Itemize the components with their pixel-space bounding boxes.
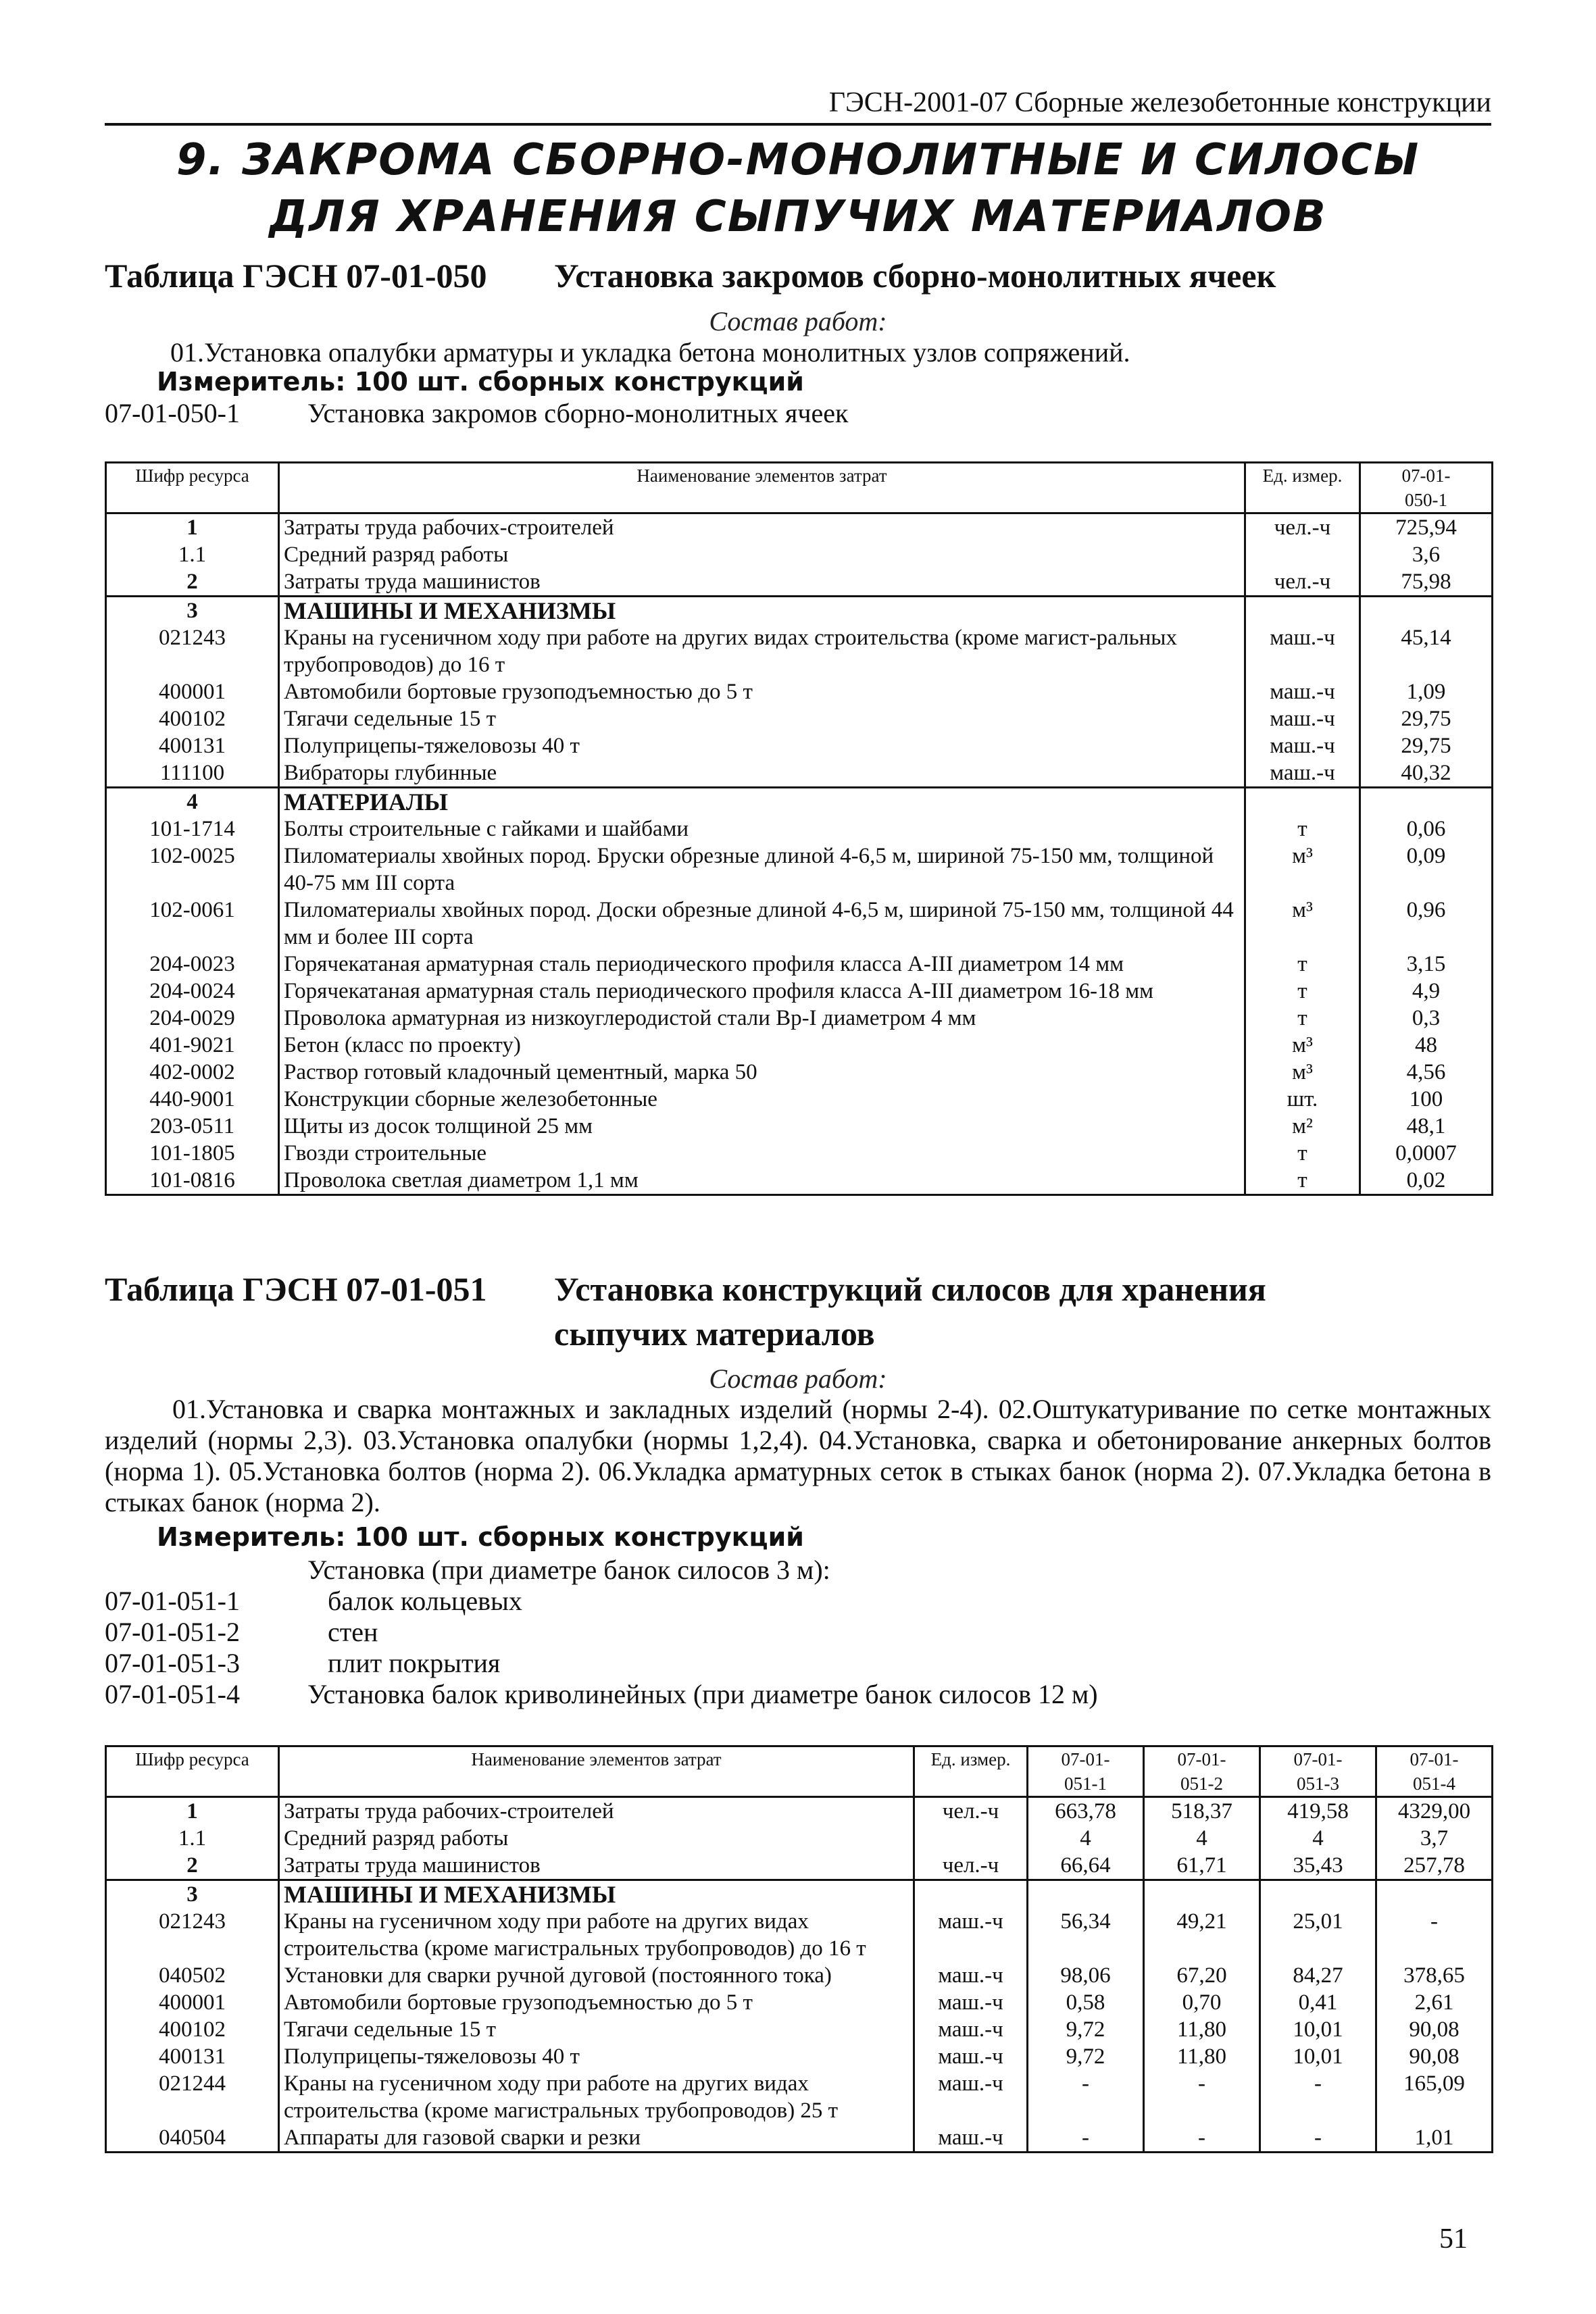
- table2-header-row: [106, 1746, 1493, 1797]
- resource-unit: т: [1245, 978, 1360, 1005]
- header-code: Шифр ресурса: [106, 1746, 279, 1797]
- resource-unit: м³: [1245, 842, 1360, 897]
- table1: [105, 461, 1493, 1196]
- resource-value: 3,15: [1360, 951, 1493, 978]
- resource-unit: [914, 1880, 1028, 1909]
- resource-value: -: [1260, 2124, 1376, 2153]
- resource-code: 2: [106, 1852, 279, 1880]
- header-unit: Ед. измер.: [914, 1746, 1028, 1797]
- resource-value: 0,41: [1260, 1989, 1376, 2016]
- resource-code: 101-1805: [106, 1140, 279, 1167]
- norm-name: балок кольцевых: [328, 1586, 522, 1616]
- resource-value: 10,01: [1260, 2043, 1376, 2070]
- resource-code: 401-9021: [106, 1032, 279, 1059]
- resource-code: 102-0025: [106, 842, 279, 897]
- resource-name: Пиломатериалы хвойных пород. Бруски обрезные длиной 4-6,5 м, шириной 75-150 мм, толщиной 40-75 мм III сорта: [279, 842, 1245, 897]
- table-row: [106, 815, 1493, 842]
- resource-name: МАШИНЫ И МЕХАНИЗМЫ: [279, 1880, 914, 1909]
- header-col-4: 07-01- 051-4: [1376, 1746, 1493, 1797]
- header-col-2: 07-01- 051-2: [1144, 1746, 1260, 1797]
- table2-works-paragraph: 01.Установка и сварка монтажных и закладных изделий (нормы 2-4). 02.Оштукатуривание по сетке монтажных изделий (нормы 2,3). 03.Установка опалубки (нормы 1,2,4). 04.Установка, сварка и обетонирование анкерных болтов (норма 1). 05.Установка болтов (норма 2). 06.Укладка арматурных сеток в стыках банок (норма 2). 07.Укладка бетона в стыках банок (норма 2).: [105, 1394, 1491, 1517]
- resource-name: МАШИНЫ И МЕХАНИЗМЫ: [279, 597, 1245, 625]
- table-row: [106, 1086, 1493, 1113]
- resource-name: Установки для сварки ручной дуговой (постоянного тока): [279, 1962, 914, 1989]
- resource-value: 257,78: [1376, 1852, 1493, 1880]
- resource-value: 0,70: [1144, 1989, 1260, 2016]
- resource-unit: маш.-ч: [914, 2070, 1028, 2124]
- table-row: [106, 1962, 1493, 1989]
- table-row: [106, 1005, 1493, 1032]
- norm-code: 07-01-051-4: [105, 1679, 240, 1709]
- resource-value: 0,06: [1360, 815, 1493, 842]
- resource-value: 29,75: [1360, 705, 1493, 732]
- header-name: Наименование элементов затрат: [279, 463, 1245, 513]
- chapter-title-line2: ДЛЯ ХРАНЕНИЯ СЫПУЧИХ МАТЕРИАЛОВ: [269, 192, 1327, 242]
- norm-name: плит покрытия: [328, 1648, 501, 1678]
- table1-works-text: 01.Установка опалубки арматуры и укладка бетона монолитных узлов сопряжений.: [170, 337, 1130, 368]
- resource-code: 440-9001: [106, 1086, 279, 1113]
- resource-value: 2,61: [1376, 1989, 1493, 2016]
- resource-name: Пиломатериалы хвойных пород. Доски обрезные длиной 4-6,5 м, шириной 75-150 мм, толщиной 44 мм и более III сорта: [279, 897, 1245, 951]
- resource-value: 518,37: [1144, 1797, 1260, 1826]
- resource-code: 102-0061: [106, 897, 279, 951]
- resource-unit: маш.-ч: [1245, 759, 1360, 788]
- resource-name: Болты строительные с гайками и шайбами: [279, 815, 1245, 842]
- table-row: [106, 1880, 1493, 1909]
- resource-code: 204-0023: [106, 951, 279, 978]
- resource-unit: чел.-ч: [1245, 568, 1360, 597]
- table-row: [106, 842, 1493, 897]
- resource-name: Затраты труда рабочих-строителей: [279, 1797, 914, 1826]
- resource-code: 2: [106, 568, 279, 597]
- resource-value: 3,7: [1376, 1825, 1493, 1852]
- header-col-1: 07-01- 051-1: [1028, 1746, 1144, 1797]
- resource-unit: т: [1245, 1005, 1360, 1032]
- resource-unit: чел.-ч: [914, 1797, 1028, 1826]
- table-row: [106, 2070, 1493, 2124]
- table-row: [106, 568, 1493, 597]
- resource-code: 1.1: [106, 1825, 279, 1852]
- resource-unit: маш.-ч: [914, 1962, 1028, 1989]
- resource-name: Конструкции сборные железобетонные: [279, 1086, 1245, 1113]
- resource-code: 021244: [106, 2070, 279, 2124]
- resource-unit: м³: [1245, 1059, 1360, 1086]
- resource-value: 4,56: [1360, 1059, 1493, 1086]
- table2-works-label: Состав работ:: [709, 1363, 887, 1394]
- resource-code: 204-0024: [106, 978, 279, 1005]
- resource-value: [1360, 597, 1493, 625]
- resource-unit: чел.-ч: [1245, 513, 1360, 542]
- resource-name: Затраты труда машинистов: [279, 568, 1245, 597]
- resource-code: 101-1714: [106, 815, 279, 842]
- resource-value: 0,58: [1028, 1989, 1144, 2016]
- resource-value: 1,01: [1376, 2124, 1493, 2153]
- resource-value: 98,06: [1028, 1962, 1144, 1989]
- table-row: [106, 1167, 1493, 1195]
- resource-value: 45,14: [1360, 624, 1493, 678]
- resource-value: 11,80: [1144, 2043, 1260, 2070]
- table-row: [106, 1852, 1493, 1880]
- resource-name: Автомобили бортовые грузоподъемностью до 5 т: [279, 1989, 914, 2016]
- resource-code: 040502: [106, 1962, 279, 1989]
- resource-code: 101-0816: [106, 1167, 279, 1195]
- resource-name: Средний разряд работы: [279, 1825, 914, 1852]
- resource-value: 0,96: [1360, 897, 1493, 951]
- resource-unit: маш.-ч: [914, 2016, 1028, 2043]
- resource-code: 1: [106, 513, 279, 542]
- resource-name: Полуприцепы-тяжеловозы 40 т: [279, 732, 1245, 759]
- resource-value: -: [1260, 2070, 1376, 2124]
- resource-value: 663,78: [1028, 1797, 1144, 1826]
- table-row: [106, 541, 1493, 568]
- table1-measurer: Измеритель: 100 шт. сборных конструкций: [157, 367, 804, 397]
- resource-code: 021243: [106, 1908, 279, 1962]
- resource-name: Горячекатаная арматурная сталь периодического профиля класса А-III диаметром 16-18 мм: [279, 978, 1245, 1005]
- resource-value: 165,09: [1376, 2070, 1493, 2124]
- resource-value: 4: [1028, 1825, 1144, 1852]
- resource-value: 61,71: [1144, 1852, 1260, 1880]
- resource-unit: т: [1245, 1140, 1360, 1167]
- resource-value: 40,32: [1360, 759, 1493, 788]
- resource-unit: маш.-ч: [1245, 732, 1360, 759]
- resource-unit: т: [1245, 815, 1360, 842]
- resource-unit: маш.-ч: [914, 2043, 1028, 2070]
- resource-name: Проволока светлая диаметром 1,1 мм: [279, 1167, 1245, 1195]
- resource-value: -: [1028, 2070, 1144, 2124]
- table-row: [106, 705, 1493, 732]
- resource-value: 48: [1360, 1032, 1493, 1059]
- table-row: [106, 1989, 1493, 2016]
- resource-value: 67,20: [1144, 1962, 1260, 1989]
- table-row: [106, 759, 1493, 788]
- table-row: [106, 978, 1493, 1005]
- resource-code: 400131: [106, 2043, 279, 2070]
- resource-unit: [1245, 788, 1360, 816]
- resource-value: 90,08: [1376, 2043, 1493, 2070]
- resource-name: Раствор готовый кладочный цементный, марка 50: [279, 1059, 1245, 1086]
- resource-value: -: [1144, 2070, 1260, 2124]
- norm-name: Установка балок криволинейных (при диаметре банок силосов 12 м): [307, 1679, 1098, 1709]
- table-row: [106, 1908, 1493, 1962]
- resource-value: 29,75: [1360, 732, 1493, 759]
- resource-unit: чел.-ч: [914, 1852, 1028, 1880]
- resource-code: 400102: [106, 705, 279, 732]
- resource-unit: [914, 1825, 1028, 1852]
- table-row: [106, 897, 1493, 951]
- table-row: [106, 788, 1493, 816]
- resource-code: 021243: [106, 624, 279, 678]
- resource-value: [1360, 788, 1493, 816]
- chapter-title-line1: 9. ЗАКРОМА СБОРНО-МОНОЛИТНЫЕ И СИЛОСЫ: [176, 135, 1420, 185]
- resource-name: Автомобили бортовые грузоподъемностью до 5 т: [279, 678, 1245, 705]
- resource-name: Тягачи седельные 15 т: [279, 705, 1245, 732]
- header-col: 07-01- 050-1: [1360, 463, 1493, 513]
- norm-name: стен: [328, 1617, 378, 1647]
- resource-value: 66,64: [1028, 1852, 1144, 1880]
- resource-value: 4,9: [1360, 978, 1493, 1005]
- table-row: [106, 732, 1493, 759]
- resource-unit: т: [1245, 1167, 1360, 1195]
- table-row: [106, 1825, 1493, 1852]
- resource-code: 040504: [106, 2124, 279, 2153]
- table1-works-label: Состав работ:: [709, 306, 887, 336]
- table1-title: Установка закромов сборно-монолитных ячеек: [554, 257, 1276, 295]
- resource-name: Краны на гусеничном ходу при работе на других видах строительства (кроме магист-ральных трубопроводов) до 16 т: [279, 624, 1245, 678]
- resource-name: Бетон (класс по проекту): [279, 1032, 1245, 1059]
- resource-code: 400001: [106, 1989, 279, 2016]
- norm-code: 07-01-051-1: [105, 1586, 240, 1616]
- resource-code: 4: [106, 788, 279, 816]
- resource-value: 378,65: [1376, 1962, 1493, 1989]
- resource-value: [1028, 1880, 1144, 1909]
- resource-unit: маш.-ч: [1245, 678, 1360, 705]
- header-code: Шифр ресурса: [106, 463, 279, 513]
- table-row: [106, 1797, 1493, 1826]
- table-row: [106, 1059, 1493, 1086]
- resource-value: -: [1144, 2124, 1260, 2153]
- resource-value: 9,72: [1028, 2016, 1144, 2043]
- table2-works-text: [105, 1394, 1491, 1518]
- resource-name: Полуприцепы-тяжеловозы 40 т: [279, 2043, 914, 2070]
- resource-unit: [1245, 597, 1360, 625]
- table-row: [106, 624, 1493, 678]
- resource-value: 0,02: [1360, 1167, 1493, 1195]
- resource-name: Затраты труда машинистов: [279, 1852, 914, 1880]
- resource-name: Горячекатаная арматурная сталь периодического профиля класса А-III диаметром 14 мм: [279, 951, 1245, 978]
- resource-unit: [1245, 541, 1360, 568]
- resource-value: [1260, 1880, 1376, 1909]
- resource-code: 400102: [106, 2016, 279, 2043]
- chapter-title: [105, 132, 1491, 245]
- resource-value: 49,21: [1144, 1908, 1260, 1962]
- resource-unit: маш.-ч: [1245, 624, 1360, 678]
- resource-code: 204-0029: [106, 1005, 279, 1032]
- table-row: [106, 2124, 1493, 2153]
- header-name: Наименование элементов затрат: [279, 1746, 914, 1797]
- resource-code: 3: [106, 1880, 279, 1909]
- norm-code: 07-01-051-2: [105, 1617, 240, 1647]
- table-row: [106, 1140, 1493, 1167]
- table2-code: Таблица ГЭСН 07-01-051: [105, 1270, 487, 1308]
- resource-value: 25,01: [1260, 1908, 1376, 1962]
- table1-norm-name: Установка закромов сборно-монолитных ячеек: [307, 398, 849, 428]
- resource-value: 56,34: [1028, 1908, 1144, 1962]
- resource-value: 84,27: [1260, 1962, 1376, 1989]
- resource-name: Щиты из досок толщиной 25 мм: [279, 1113, 1245, 1140]
- resource-name: Тягачи седельные 15 т: [279, 2016, 914, 2043]
- resource-code: 1.1: [106, 541, 279, 568]
- resource-name: Затраты труда рабочих-строителей: [279, 513, 1245, 542]
- table-row: [106, 513, 1493, 542]
- table-row: [106, 951, 1493, 978]
- table-row: [106, 2016, 1493, 2043]
- resource-value: 90,08: [1376, 2016, 1493, 2043]
- table1-norm-code: 07-01-050-1: [105, 398, 240, 428]
- resource-code: 3: [106, 597, 279, 625]
- table2-subheading: Установка (при диаметре банок силосов 3 м):: [307, 1555, 830, 1585]
- resource-name: Вибраторы глубинные: [279, 759, 1245, 788]
- resource-code: 203-0511: [106, 1113, 279, 1140]
- page-number: 51: [1439, 2223, 1468, 2255]
- resource-unit: маш.-ч: [914, 1908, 1028, 1962]
- table2-title-line1: Установка конструкций силосов для хранения: [554, 1270, 1266, 1308]
- resource-value: -: [1028, 2124, 1144, 2153]
- resource-name: Гвозди строительные: [279, 1140, 1245, 1167]
- table2-measurer: Измеритель: 100 шт. сборных конструкций: [157, 1522, 804, 1552]
- resource-name: Краны на гусеничном ходу при работе на других видах строительства (кроме магистральных трубопроводов) 25 т: [279, 2070, 914, 2124]
- resource-unit: маш.-ч: [914, 2124, 1028, 2153]
- table-row: [106, 1032, 1493, 1059]
- resource-value: 0,3: [1360, 1005, 1493, 1032]
- resource-value: 0,09: [1360, 842, 1493, 897]
- resource-value: 75,98: [1360, 568, 1493, 597]
- table2-title-line2: сыпучих материалов: [554, 1315, 875, 1353]
- table1-code: Таблица ГЭСН 07-01-050: [105, 257, 487, 295]
- resource-value: 10,01: [1260, 2016, 1376, 2043]
- resource-code: 111100: [106, 759, 279, 788]
- resource-value: 1,09: [1360, 678, 1493, 705]
- resource-name: Аппараты для газовой сварки и резки: [279, 2124, 914, 2153]
- resource-value: 48,1: [1360, 1113, 1493, 1140]
- resource-unit: м²: [1245, 1113, 1360, 1140]
- resource-value: 9,72: [1028, 2043, 1144, 2070]
- resource-unit: м³: [1245, 1032, 1360, 1059]
- header-col-3: 07-01- 051-3: [1260, 1746, 1376, 1797]
- table1-header-row: [106, 463, 1493, 513]
- table-row: [106, 1113, 1493, 1140]
- resource-code: 400001: [106, 678, 279, 705]
- norm-code: 07-01-051-3: [105, 1648, 240, 1678]
- resource-value: 419,58: [1260, 1797, 1376, 1826]
- resource-name: Средний разряд работы: [279, 541, 1245, 568]
- resource-value: 725,94: [1360, 513, 1493, 542]
- resource-name: Проволока арматурная из низкоуглеродистой стали Вр-I диаметром 4 мм: [279, 1005, 1245, 1032]
- resource-name: МАТЕРИАЛЫ: [279, 788, 1245, 816]
- resource-value: -: [1376, 1908, 1493, 1962]
- resource-code: 402-0002: [106, 1059, 279, 1086]
- resource-value: 4: [1260, 1825, 1376, 1852]
- resource-name: Краны на гусеничном ходу при работе на других видах строительства (кроме магистральных трубопроводов) до 16 т: [279, 1908, 914, 1962]
- resource-value: [1144, 1880, 1260, 1909]
- resource-code: 1: [106, 1797, 279, 1826]
- resource-unit: м³: [1245, 897, 1360, 951]
- resource-value: 3,6: [1360, 541, 1493, 568]
- resource-value: 0,0007: [1360, 1140, 1493, 1167]
- resource-value: [1376, 1880, 1493, 1909]
- resource-unit: шт.: [1245, 1086, 1360, 1113]
- running-header: ГЭСН-2001-07 Сборные железобетонные конструкции: [105, 86, 1491, 126]
- resource-unit: маш.-ч: [914, 1989, 1028, 2016]
- resource-unit: маш.-ч: [1245, 705, 1360, 732]
- table2: [105, 1745, 1493, 2153]
- header-unit: Ед. измер.: [1245, 463, 1360, 513]
- resource-value: 11,80: [1144, 2016, 1260, 2043]
- resource-value: 100: [1360, 1086, 1493, 1113]
- resource-value: 4329,00: [1376, 1797, 1493, 1826]
- table-row: [106, 678, 1493, 705]
- table-row: [106, 597, 1493, 625]
- resource-value: 35,43: [1260, 1852, 1376, 1880]
- table-row: [106, 2043, 1493, 2070]
- resource-unit: т: [1245, 951, 1360, 978]
- resource-value: 4: [1144, 1825, 1260, 1852]
- resource-code: 400131: [106, 732, 279, 759]
